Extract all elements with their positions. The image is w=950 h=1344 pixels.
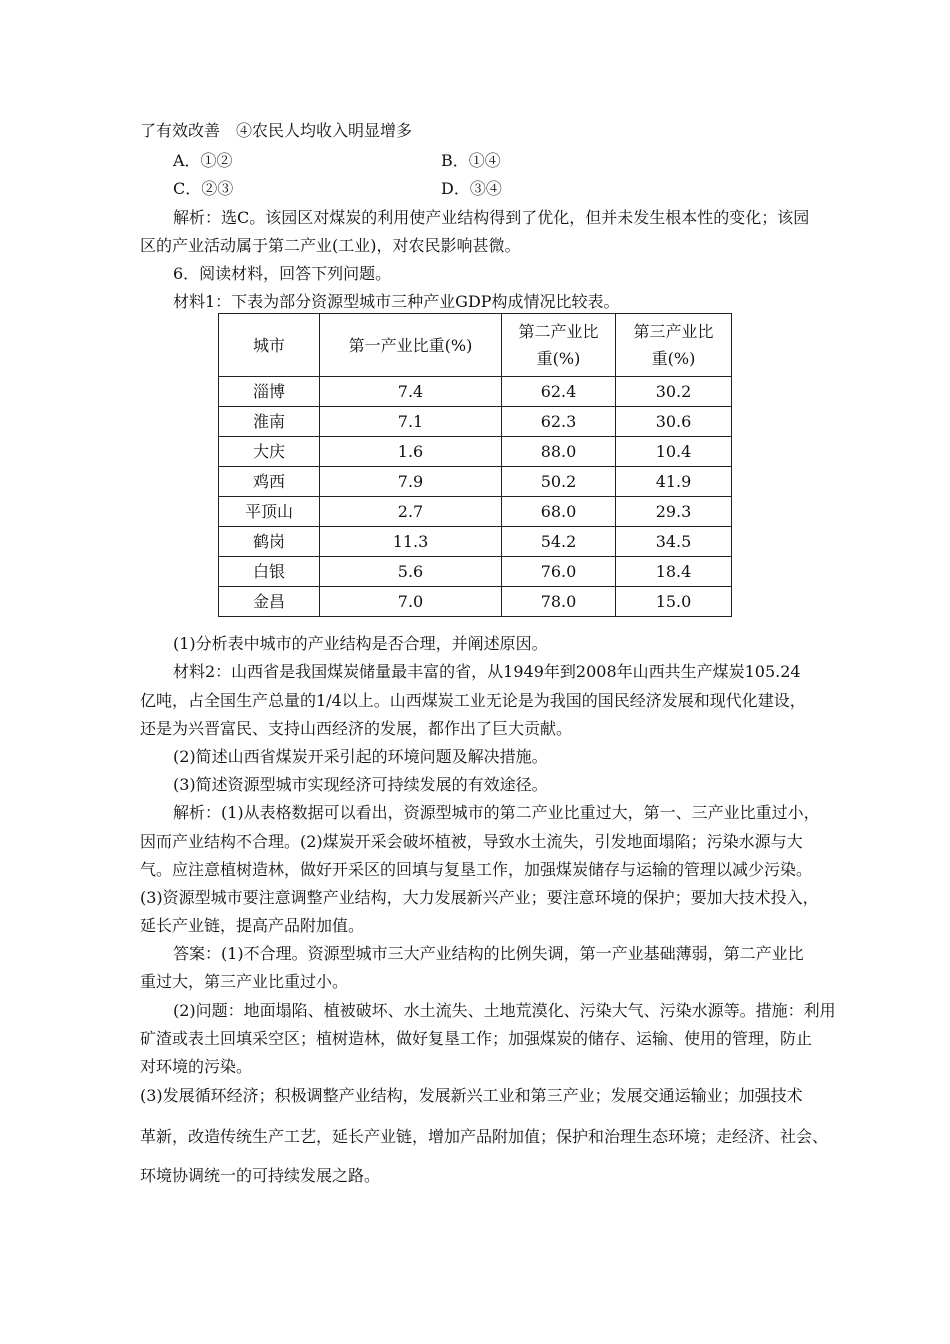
cell-city: 平顶山 — [219, 497, 320, 527]
cell-city: 鹤岗 — [219, 527, 320, 557]
analysis-line: 延长产业链，提高产品附加值。 — [140, 916, 365, 935]
header-city: 城市 — [219, 314, 320, 377]
cell-value: 18.4 — [616, 557, 732, 587]
cell-value: 1.6 — [320, 437, 502, 467]
analysis-line: 气。应注意植树造林，做好开采区的回填与复垦工作，加强煤炭储存与运输的管理以减少污染。 — [140, 860, 813, 879]
analysis-line: 解析：选C。该园区对煤炭的利用使产业结构得到了优化，但并未发生根本性的变化；该园 — [173, 208, 810, 227]
option-b: B．①④ — [441, 151, 501, 170]
cell-value: 5.6 — [320, 557, 502, 587]
cell-city: 淮南 — [219, 407, 320, 437]
answer-line: 答案：(1)不合理。资源型城市三大产业结构的比例失调，第一产业基础薄弱，第二产业比 — [173, 944, 804, 963]
material-2-line: 还是为兴晋富民、支持山西经济的发展，都作出了巨大贡献。 — [140, 719, 573, 738]
table-row — [219, 587, 732, 617]
cell-city: 淄博 — [219, 377, 320, 407]
cell-value: 7.1 — [320, 407, 502, 437]
answer-line: 环境协调统一的可持续发展之路。 — [140, 1166, 381, 1185]
table-row — [219, 437, 732, 467]
cell-value: 88.0 — [502, 437, 616, 467]
cell-value: 41.9 — [616, 467, 732, 497]
cell-value: 2.7 — [320, 497, 502, 527]
option-c: C．②③ — [173, 179, 234, 198]
answer-line: 革新，改造传统生产工艺，延长产业链，增加产品附加值；保护和治理生态环境；走经济、社会、 — [140, 1127, 829, 1146]
cell-value: 62.4 — [502, 377, 616, 407]
text-line: 了有效改善 ④农民人均收入明显增多 — [140, 121, 413, 140]
cell-value: 62.3 — [502, 407, 616, 437]
cell-value: 54.2 — [502, 527, 616, 557]
answer-line: (2)问题：地面塌陷、植被破坏、水土流失、土地荒漠化、污染大气、污染水源等。措施：利用 — [173, 1001, 836, 1020]
cell-value: 30.6 — [616, 407, 732, 437]
question-3: (3)简述资源型城市实现经济可持续发展的有效途径。 — [173, 775, 548, 794]
cell-value: 78.0 — [502, 587, 616, 617]
cell-city: 金昌 — [219, 587, 320, 617]
cell-value: 15.0 — [616, 587, 732, 617]
answer-line: (3)发展循环经济；积极调整产业结构，发展新兴工业和第三产业；发展交通运输业；加强技术 — [140, 1086, 803, 1105]
answer-line: 重过大，第三产业比重过小。 — [140, 972, 349, 991]
cell-value: 11.3 — [320, 527, 502, 557]
analysis-line: 因而产业结构不合理。(2)煤炭开采会破坏植被，导致水土流失，引发地面塌陷；污染水源与大 — [140, 832, 803, 851]
analysis-line: 解析：(1)从表格数据可以看出，资源型城市的第二产业比重过大，第一、三产业比重过小， — [173, 803, 820, 822]
material-1-intro: 材料1：下表为部分资源型城市三种产业GDP构成情况比较表。 — [173, 292, 620, 311]
analysis-line: 区的产业活动属于第二产业(工业)，对农民影响甚微。 — [140, 236, 521, 255]
cell-city: 鸡西 — [219, 467, 320, 497]
cell-value: 7.9 — [320, 467, 502, 497]
table-row — [219, 467, 732, 497]
question-title: 6．阅读材料，回答下列问题。 — [173, 264, 392, 283]
question-2: (2)简述山西省煤炭开采引起的环境问题及解决措施。 — [173, 747, 548, 766]
table-row — [219, 407, 732, 437]
option-a: A．①② — [173, 151, 233, 170]
cell-value: 10.4 — [616, 437, 732, 467]
cell-value: 29.3 — [616, 497, 732, 527]
table-header-row — [219, 314, 732, 377]
cell-city: 白银 — [219, 557, 320, 587]
header-tertiary: 第三产业比 重(%) — [616, 314, 732, 377]
answer-line: 矿渣或表土回填采空区；植树造林，做好复垦工作；加强煤炭的储存、运输、使用的管理，防止 — [140, 1029, 813, 1048]
material-2-line: 材料2：山西省是我国煤炭储量最丰富的省，从1949年到2008年山西共生产煤炭105.24 — [173, 662, 801, 681]
answer-line: 对环境的污染。 — [140, 1057, 253, 1076]
cell-value: 50.2 — [502, 467, 616, 497]
analysis-line: (3)资源型城市要注意调整产业结构，大力发展新兴产业；要注意环境的保护；要加大技术投入， — [140, 888, 819, 907]
option-d: D．③④ — [441, 179, 502, 198]
cell-value: 7.0 — [320, 587, 502, 617]
cell-city: 大庆 — [219, 437, 320, 467]
header-secondary: 第二产业比 重(%) — [502, 314, 616, 377]
industry-table — [218, 313, 732, 617]
cell-value: 30.2 — [616, 377, 732, 407]
table-row — [219, 377, 732, 407]
table-row — [219, 497, 732, 527]
cell-value: 76.0 — [502, 557, 616, 587]
cell-value: 34.5 — [616, 527, 732, 557]
cell-value: 7.4 — [320, 377, 502, 407]
table-row — [219, 557, 732, 587]
header-primary: 第一产业比重(%) — [320, 314, 502, 377]
question-1: (1)分析表中城市的产业结构是否合理，并阐述原因。 — [173, 634, 548, 653]
material-2-line: 亿吨，占全国生产总量的1/4以上。山西煤炭工业无论是为我国的国民经济发展和现代化建设， — [140, 691, 806, 710]
table-row — [219, 527, 732, 557]
cell-value: 68.0 — [502, 497, 616, 527]
